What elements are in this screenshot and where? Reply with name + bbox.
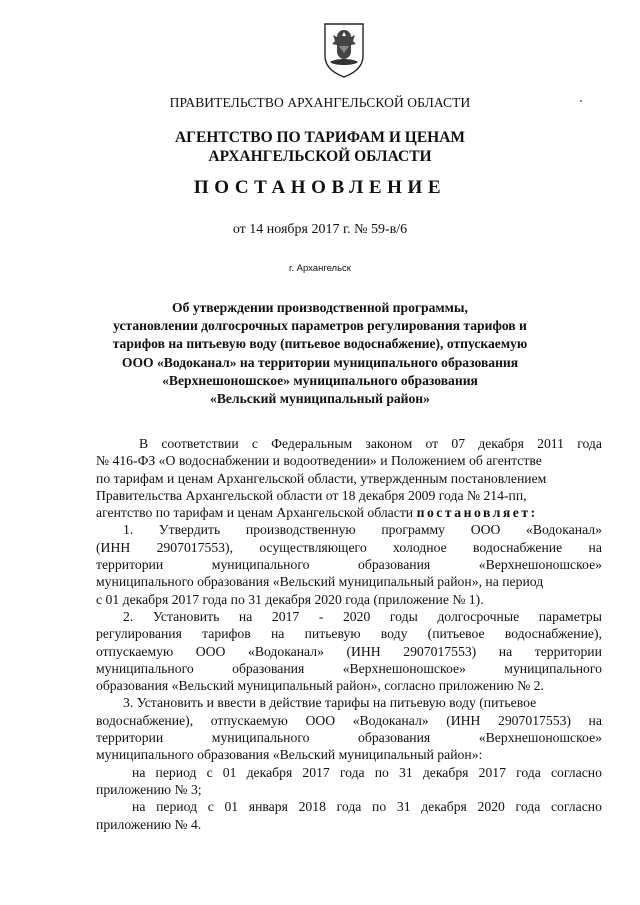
body-word: период	[156, 799, 198, 815]
body-word: декабря	[421, 799, 467, 815]
body-line	[96, 435, 602, 452]
body-word: осуществляющего	[259, 539, 367, 555]
body-word: на	[498, 643, 513, 659]
body-word: (ИНН	[346, 643, 381, 659]
body-line: приложению № 3;	[96, 781, 202, 797]
subject-line: «Вельский муниципальный район»	[210, 391, 430, 407]
body-word: 1.	[123, 522, 134, 538]
body-word: 2907017553)	[497, 712, 571, 728]
body-line: по тарифам и ценам Архангельской области, утвержденным постановлением	[96, 470, 547, 486]
government-name: ПРАВИТЕЛЬСТВО АРХАНГЕЛЬСКОЙ ОБЛАСТИ	[169, 95, 471, 110]
agency-name-line: АГЕНТСТВО ПО ТАРИФАМ И ЦЕНАМ	[174, 129, 466, 146]
body-word: территории	[534, 643, 602, 659]
body-word: года	[516, 764, 541, 780]
body-word: «Верхнешоношское»	[478, 557, 602, 573]
body-word: ООО	[470, 522, 501, 538]
body-line	[96, 729, 602, 746]
body-word: отпускаемую	[210, 712, 288, 728]
body-word: -	[318, 608, 324, 624]
body-word: «Водоканал»	[526, 522, 602, 538]
subject-line: Об утверждении производственной программы,	[172, 300, 468, 315]
body-word: муниципального	[504, 660, 602, 676]
subject-line: ООО «Водоканал» на территории муниципального образования	[121, 354, 519, 370]
body-line	[96, 764, 602, 781]
body-line	[96, 504, 602, 521]
body-word: 2017	[478, 764, 506, 780]
body-word: 2907017553)	[403, 643, 477, 659]
body-word: ООО	[305, 712, 336, 728]
body-word: питьевую	[304, 626, 361, 642]
body-word: на	[132, 799, 146, 815]
body-word: 07	[451, 436, 466, 451]
body-line	[96, 556, 602, 573]
body-word: по	[374, 764, 389, 780]
body-word: по	[372, 799, 387, 815]
body-word: муниципального	[96, 660, 194, 676]
body-word: года	[336, 799, 362, 815]
body-word: 2011	[537, 436, 564, 451]
body-word: образования	[358, 730, 431, 746]
body-word: водоснабжение	[473, 539, 563, 555]
body-line: образования «Вельский муниципальный район», согласно приложению № 2.	[96, 678, 544, 694]
subject-line: тарифов на питьевую воду (питьевое водоснабжение), отпускаемую	[112, 336, 528, 352]
body-word: ООО	[195, 643, 226, 659]
body-word: 31	[399, 764, 413, 780]
document-type: ПОСТАНОВЛЕНИЕ	[193, 177, 447, 198]
body-line	[96, 521, 602, 538]
body-word: Установить	[152, 608, 220, 624]
body-line: № 416-ФЗ «О водоснабжении и водоотведении» и Положением об агентстве	[96, 453, 542, 469]
body-word: 2018	[298, 799, 326, 815]
body-line: муниципального образования «Вельский муниципальный район», на период	[96, 574, 544, 590]
subject-line: установлении долгосрочных параметров регулирования тарифов и	[113, 318, 527, 334]
body-line	[96, 660, 602, 677]
body-word: января	[248, 799, 288, 815]
body-word: декабря	[478, 436, 524, 451]
body-word: (ИНН	[446, 712, 481, 728]
body-word: территории	[96, 557, 164, 573]
body-word: года	[577, 436, 602, 451]
body-word: (ИНН	[96, 539, 131, 555]
body-word: регулирования	[96, 626, 182, 642]
body-word: отпускаемую	[96, 643, 174, 659]
body-word: 2020	[477, 799, 505, 815]
body-word: период	[155, 764, 197, 780]
body-word: «Верхнешоношское»	[478, 730, 602, 746]
body-word: года	[515, 799, 541, 815]
body-word: «Верхнешоношское»	[342, 660, 466, 676]
body-word: декабря	[422, 764, 469, 780]
body-word: с	[251, 436, 258, 451]
body-line	[96, 712, 602, 729]
body-word: водоснабжение),	[504, 626, 602, 642]
body-word: годы	[389, 608, 418, 624]
body-word: законом	[365, 436, 413, 451]
document-date-number: от 14 ноября 2017 г. № 59-в/6	[232, 222, 408, 237]
document-subject	[0, 299, 640, 408]
body-line	[96, 625, 602, 642]
body-word: 31	[396, 799, 411, 815]
body-word: производственную	[245, 522, 356, 538]
body-word: с	[207, 799, 214, 815]
body-word: на	[588, 539, 602, 555]
body-line	[96, 643, 602, 660]
body-word: образования	[232, 660, 305, 676]
body-word: территории	[96, 730, 164, 746]
body-word: В	[139, 436, 149, 451]
body-word: водоснабжение),	[96, 712, 194, 728]
body-line: Правительства Архангельской области от 18 декабря 2009 года № 214-пп,	[96, 487, 527, 503]
body-line	[96, 539, 602, 556]
body-line	[96, 608, 602, 625]
body-word: на	[238, 608, 253, 624]
body-word: на	[132, 764, 146, 780]
body-word: муниципального	[211, 730, 310, 746]
body-word: 01	[224, 799, 239, 815]
body-line: приложению № 4.	[96, 816, 202, 832]
body-word: 2907017553),	[156, 539, 233, 555]
body-word: от	[425, 436, 439, 451]
body-word: долгосрочные	[437, 608, 520, 624]
body-word: (питьевое	[427, 626, 485, 642]
body-line: муниципального образования «Вельский муниципальный район»:	[96, 747, 483, 763]
body-word: 2017	[271, 608, 300, 624]
body-word: года	[339, 764, 365, 780]
body-word: муниципального	[211, 557, 310, 573]
body-text: агентство по тарифам и ценам Архангельской области	[96, 505, 414, 521]
body-word: с	[206, 764, 213, 780]
body-word: воду	[380, 626, 408, 642]
body-word: Утвердить	[158, 522, 221, 538]
body-word: согласно	[550, 799, 602, 815]
body-word: холодное	[393, 539, 447, 555]
body-word: согласно	[550, 764, 602, 780]
document-body	[96, 435, 602, 833]
body-word: параметры	[538, 608, 602, 624]
body-word: соответствии	[161, 436, 239, 451]
body-word: 2.	[123, 608, 134, 624]
agency-name-line: АРХАНГЕЛЬСКОЙ ОБЛАСТИ	[208, 148, 432, 165]
body-word: декабря	[246, 764, 293, 780]
body-word: 2020	[342, 608, 371, 624]
body-word: тарифов	[202, 626, 251, 642]
subject-line: «Верхнешоношское» муниципального образования	[162, 372, 478, 388]
coat-of-arms-emblem-icon	[322, 22, 366, 78]
body-line: 3. Установить и ввести в действие тарифы на питьевую воду (питьевое	[123, 695, 537, 711]
resolves-word: постановляет:	[416, 505, 538, 521]
body-line	[96, 798, 602, 815]
document-city: г. Архангельск	[289, 263, 351, 274]
body-word: 01	[222, 764, 237, 780]
body-word: на	[588, 712, 602, 728]
body-word: «Водоканал»	[247, 643, 324, 659]
body-line: с 01 декабря 2017 года по 31 декабря 2020 года (приложение № 1).	[96, 591, 484, 607]
agency-name	[0, 128, 640, 166]
body-word: Федеральным	[271, 436, 353, 451]
body-word: «Водоканал»	[352, 712, 429, 728]
body-word: 2017	[302, 764, 330, 780]
body-word: программу	[381, 522, 446, 538]
body-word: на	[270, 626, 285, 642]
body-word: образования	[358, 557, 431, 573]
